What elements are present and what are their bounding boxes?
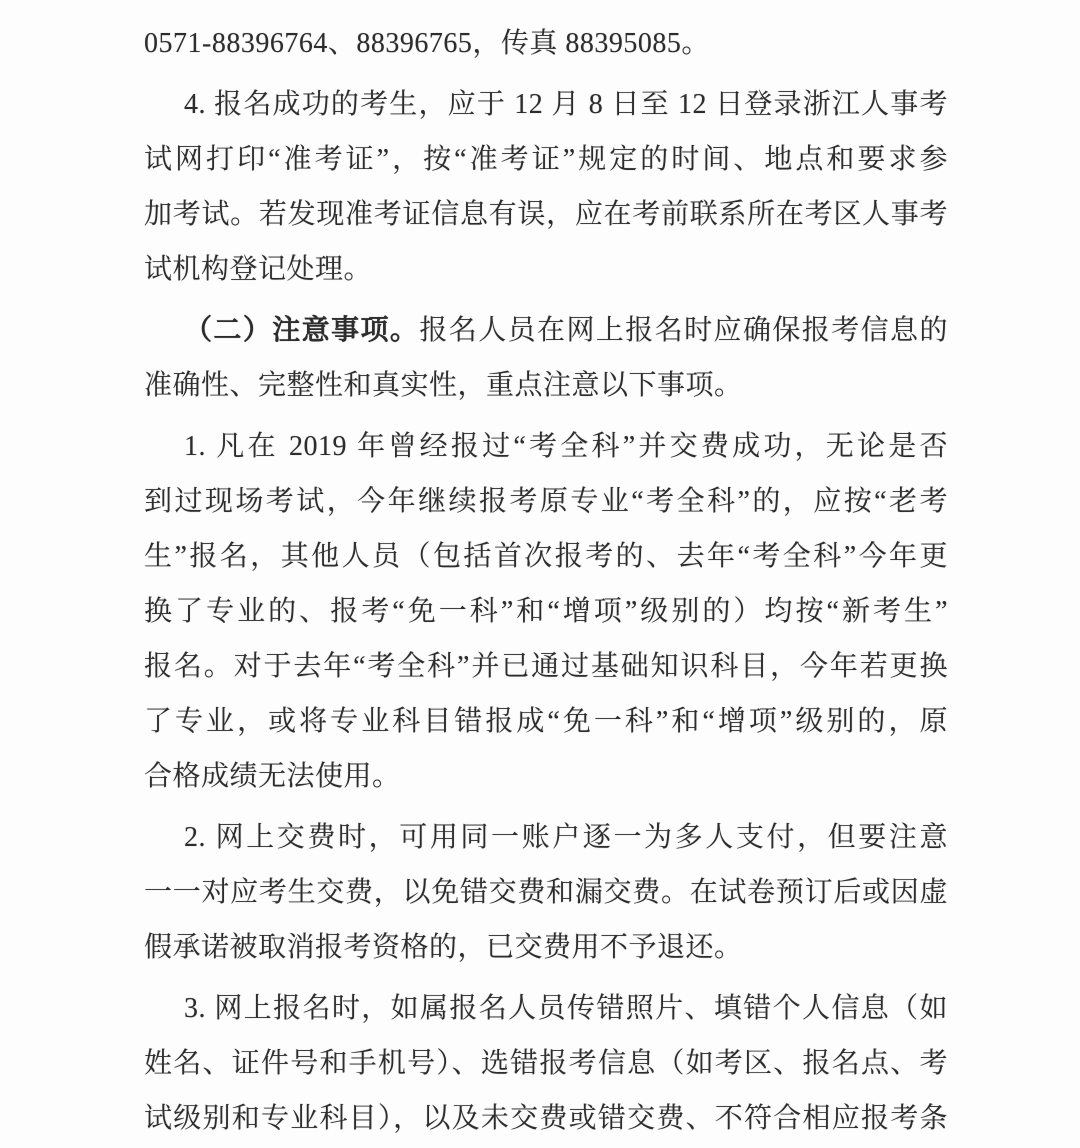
document-line: 加考试。若发现准考证信息有误，应在考前联系所在考区人事考	[144, 199, 948, 230]
document-line: 试机构登记处理。	[144, 254, 373, 285]
document-line: 一一对应考生交费，以免错交费和漏交费。在试卷预订后或因虚	[144, 877, 948, 908]
document-line: 到过现场考试，今年继续报考原专业“考全科”的，应按“老考	[144, 486, 948, 517]
document-line: 姓名、证件号和手机号）、选错报考信息（如考区、报名点、考	[144, 1048, 948, 1079]
document-line: 假承诺被取消报考资格的，已交费用不予退还。	[144, 932, 743, 963]
document-line: 1. 凡在 2019 年曾经报过“考全科”并交费成功，无论是否	[184, 431, 948, 462]
document-line: 准确性、完整性和真实性，重点注意以下事项。	[144, 370, 743, 401]
document-line: 0571-88396764、88396765，传真 88395085。	[144, 28, 710, 59]
section-heading-bold: （二）注意事项。	[184, 315, 420, 346]
paragraph-note-2	[144, 810, 948, 975]
document-line: 3. 网上报名时，如属报名人员传错照片、填错个人信息（如	[184, 993, 948, 1024]
document-line: 4. 报名成功的考生，应于 12 月 8 日至 12 日登录浙江人事考	[184, 89, 948, 120]
paragraph-contact	[144, 16, 948, 71]
document-line: 试网打印“准考证”，按“准考证”规定的时间、地点和要求参	[144, 144, 948, 175]
document-line: 换了专业的、报考“免一科”和“增项”级别的）均按“新考生”	[144, 596, 948, 627]
document-line: 生”报名，其他人员（包括首次报考的、去年“考全科”今年更	[144, 541, 948, 572]
document-line-text: 报名人员在网上报名时应确保报考信息的	[419, 315, 948, 346]
document-line	[144, 303, 948, 358]
paragraph-note-1	[144, 419, 948, 804]
paragraph-notes-heading	[144, 303, 948, 413]
document-line: 报名。对于去年“考全科”并已通过基础知识科目，今年若更换	[144, 651, 948, 682]
paragraph-item-4	[144, 77, 948, 297]
document-line: 了专业，或将专业科目错报成“免一科”和“增项”级别的，原	[144, 706, 948, 737]
document-line: 2. 网上交费时，可用同一账户逐一为多人支付，但要注意	[184, 822, 948, 853]
document-line: 合格成绩无法使用。	[144, 761, 401, 792]
paragraph-note-3	[144, 981, 948, 1146]
document-page	[144, 16, 948, 1146]
document-line: 试级别和专业科目），以及未交费或错交费、不符合相应报考条	[144, 1103, 948, 1134]
